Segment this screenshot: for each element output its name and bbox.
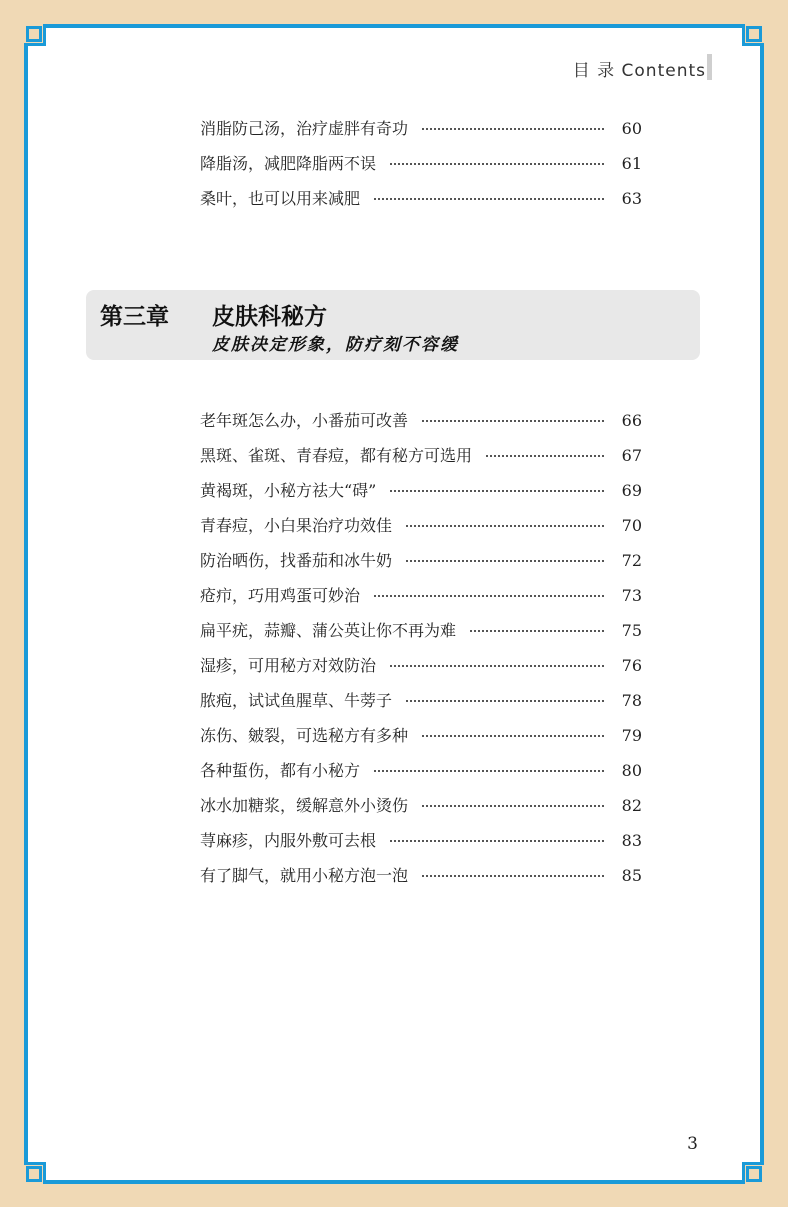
toc-item-page: 63	[621, 189, 642, 208]
corner-ornament-bottom-left	[24, 1162, 46, 1184]
toc-item-page: 79	[621, 726, 642, 745]
leader-dots	[390, 163, 604, 165]
corner-ornament-top-right	[742, 24, 764, 46]
toc-item[interactable]	[200, 116, 642, 151]
leader-dots	[374, 595, 604, 597]
header-bar	[707, 54, 712, 80]
toc-item-page: 76	[621, 656, 642, 675]
leader-dots	[390, 490, 604, 492]
page-frame	[24, 24, 764, 1184]
leader-dots	[422, 735, 604, 737]
toc-item[interactable]	[200, 828, 642, 863]
leader-dots	[374, 198, 604, 200]
toc-item-title: 冰水加糖浆，缓解意外小烫伤	[200, 796, 409, 815]
leader-dots	[422, 805, 604, 807]
toc-item-page: 70	[621, 516, 642, 535]
toc-item-title: 老年斑怎么办，小番茄可改善	[200, 411, 409, 430]
toc-item[interactable]	[200, 758, 642, 793]
toc-item-page: 72	[621, 551, 642, 570]
leader-dots	[422, 128, 604, 130]
toc-item[interactable]	[200, 793, 642, 828]
toc-list-top	[200, 116, 642, 221]
toc-item-title: 扁平疣，蒜瓣、蒲公英让你不再为难	[200, 621, 457, 640]
chapter-title: 皮肤科秘方	[212, 304, 327, 330]
toc-item-title: 黑斑、雀斑、青春痘，都有秘方可选用	[200, 446, 473, 465]
running-header: 目 录 Contents	[572, 61, 706, 81]
toc-item[interactable]	[200, 583, 642, 618]
chapter-number: 第三章	[100, 304, 169, 330]
toc-item-page: 69	[621, 481, 642, 500]
toc-item-title: 黄褐斑，小秘方祛大“碍”	[200, 481, 377, 500]
leader-dots	[486, 455, 604, 457]
toc-item-page: 80	[621, 761, 642, 780]
leader-dots	[390, 665, 604, 667]
corner-ornament-bottom-right	[742, 1162, 764, 1184]
toc-item-title: 桑叶，也可以用来减肥	[200, 189, 361, 208]
toc-item-page: 78	[621, 691, 642, 710]
leader-dots	[390, 840, 604, 842]
toc-item[interactable]	[200, 408, 642, 443]
toc-item[interactable]	[200, 723, 642, 758]
leader-dots	[422, 875, 604, 877]
corner-ornament-top-left	[24, 24, 46, 46]
toc-item-title: 脓疱，试试鱼腥草、牛蒡子	[200, 691, 393, 710]
chapter-subtitle: 皮肤决定形象，防疗刻不容缓	[212, 335, 459, 355]
toc-item[interactable]	[200, 513, 642, 548]
toc-item[interactable]	[200, 151, 642, 186]
toc-item-title: 降脂汤，减肥降脂两不误	[200, 154, 377, 173]
page-number: 3	[687, 1134, 698, 1154]
leader-dots	[374, 770, 604, 772]
toc-item-title: 冻伤、皴裂，可选秘方有多种	[200, 726, 409, 745]
toc-item-title: 有了脚气，就用小秘方泡一泡	[200, 866, 409, 885]
chapter-heading[interactable]	[86, 290, 700, 360]
leader-dots	[422, 420, 604, 422]
toc-item-title: 防治晒伤，找番茄和冰牛奶	[200, 551, 393, 570]
toc-item-page: 82	[621, 796, 642, 815]
leader-dots	[406, 560, 604, 562]
leader-dots	[406, 700, 604, 702]
toc-item[interactable]	[200, 653, 642, 688]
toc-item[interactable]	[200, 186, 642, 221]
toc-item-title: 消脂防己汤，治疗虚胖有奇功	[200, 119, 409, 138]
toc-item-title: 荨麻疹，内服外敷可去根	[200, 831, 377, 850]
toc-item-page: 66	[621, 411, 642, 430]
toc-list-main	[200, 408, 642, 898]
toc-item-page: 67	[621, 446, 642, 465]
toc-item-page: 73	[621, 586, 642, 605]
toc-item-title: 疮疖，巧用鸡蛋可妙治	[200, 586, 361, 605]
toc-item[interactable]	[200, 688, 642, 723]
toc-item[interactable]	[200, 548, 642, 583]
toc-item[interactable]	[200, 478, 642, 513]
toc-item-page: 60	[621, 119, 642, 138]
toc-item-title: 各种蜇伤，都有小秘方	[200, 761, 361, 780]
leader-dots	[470, 630, 604, 632]
toc-item-page: 83	[621, 831, 642, 850]
toc-item[interactable]	[200, 443, 642, 478]
toc-item[interactable]	[200, 618, 642, 653]
toc-item-page: 75	[621, 621, 642, 640]
toc-item[interactable]	[200, 863, 642, 898]
toc-item-title: 湿疹，可用秘方对效防治	[200, 656, 377, 675]
toc-item-page: 85	[621, 866, 642, 885]
toc-item-title: 青春痘，小白果治疗功效佳	[200, 516, 393, 535]
leader-dots	[406, 525, 604, 527]
toc-item-page: 61	[621, 154, 642, 173]
